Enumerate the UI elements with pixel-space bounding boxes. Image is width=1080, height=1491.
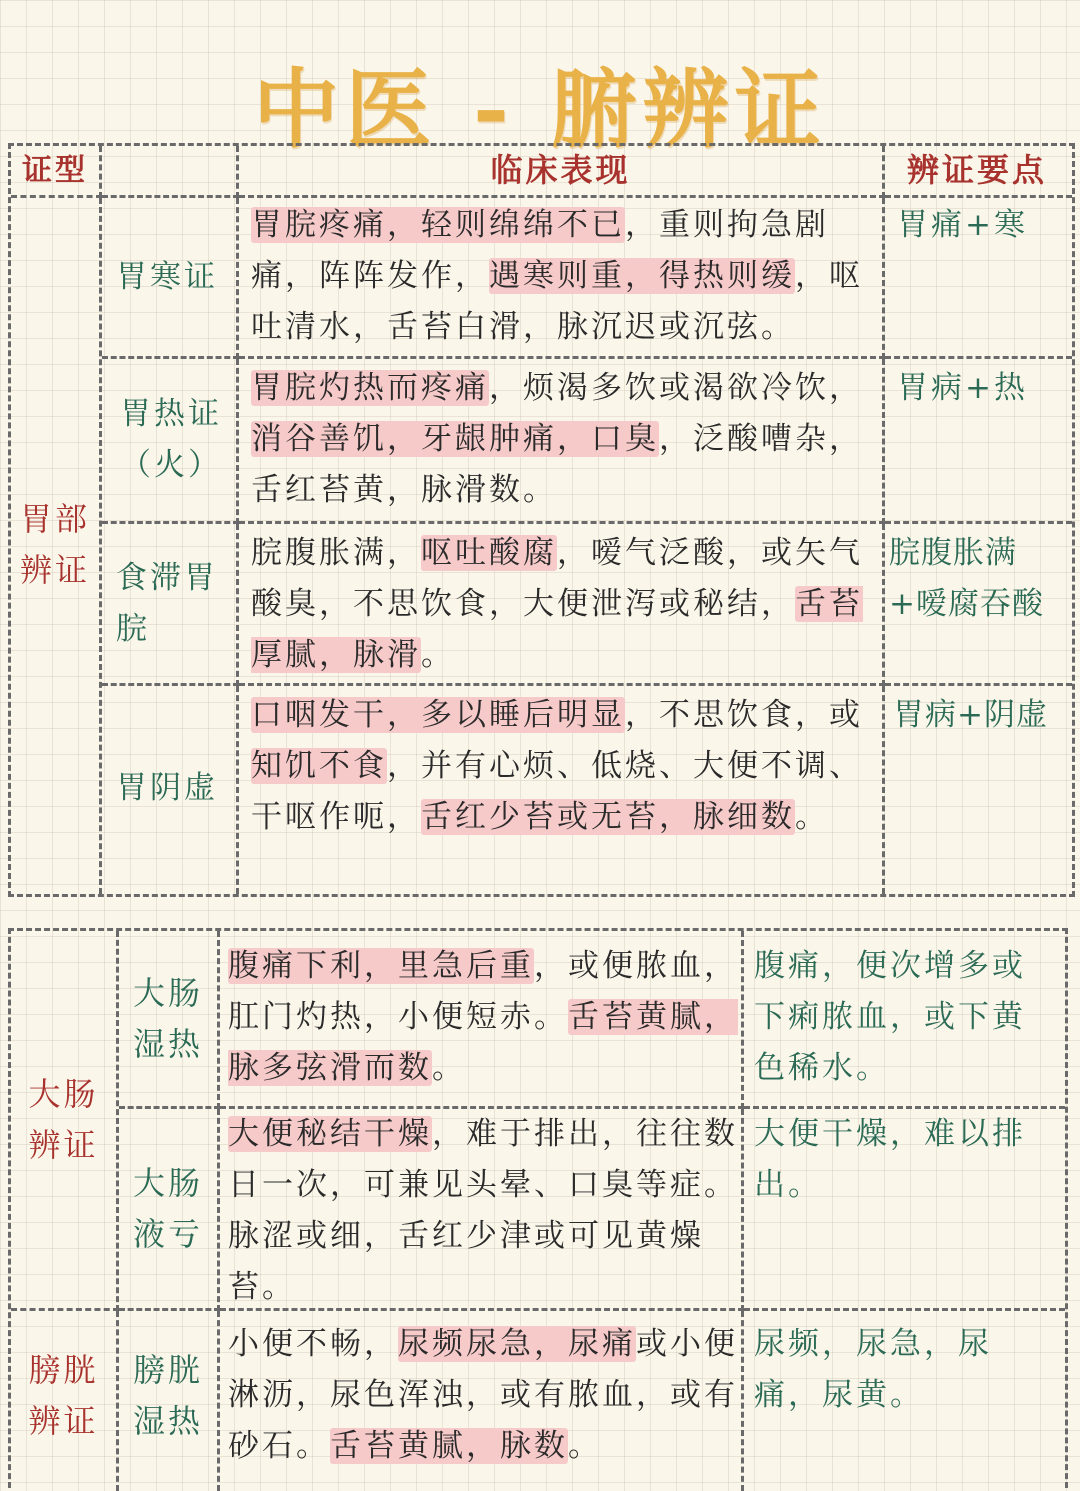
plain-text: ，或便脓血，肛门灼热，小便短赤。	[228, 948, 738, 1035]
plain-text: ，重则拘急剧痛，阵阵发作，	[251, 207, 829, 294]
table-row	[119, 1109, 220, 1311]
plain-text: 。	[421, 637, 455, 673]
key-point: 脘腹胀满 +嗳腐吞酸	[889, 535, 1044, 622]
plain-text: 。	[568, 1428, 602, 1464]
plain-text: ，并有心烦、低烧、大便不调、干呕作呃，	[251, 748, 863, 835]
clinical-text	[228, 941, 742, 1094]
category-intestine: 大肠 辨证	[28, 1074, 99, 1164]
highlight-text: 胃脘灼热而疼痛	[251, 370, 489, 406]
table-intestine-bladder	[8, 928, 1068, 1488]
category-cell-bladder	[11, 1311, 119, 1491]
clinical-text	[251, 690, 881, 843]
category-cell-stomach	[11, 198, 102, 894]
table-row	[119, 1311, 220, 1491]
table-stomach	[8, 143, 1075, 897]
table-row	[119, 931, 220, 1109]
highlight-text: 大便秘结干燥	[228, 1116, 432, 1152]
plain-text: ，难于排出，往往数日一次，可兼见头晕、口臭等症。脉涩或细，舌红少津或可见黄燥苔。	[228, 1116, 738, 1305]
syndrome-name: 食滞胃 脘	[116, 559, 218, 647]
plain-text: 。	[432, 1050, 466, 1086]
highlight-text: 尿频尿急，尿痛	[398, 1326, 636, 1362]
plain-text: 小便不畅，	[228, 1326, 398, 1362]
highlight-text: 舌红少苔或无苔，脉细数	[421, 799, 795, 835]
category-cell-intestine	[11, 931, 119, 1311]
clinical-cell	[220, 931, 744, 1109]
syndrome-name: 胃热证 （火）	[120, 396, 222, 483]
plain-text: 脘腹胀满，	[251, 535, 421, 571]
key-point: 大便干燥，难以排出。	[754, 1116, 1026, 1203]
plain-text: ，嗳气泛酸，或矢气酸臭，不思饮食，大便泄泻或秘结，	[251, 535, 863, 622]
header-cell-key	[885, 146, 1072, 198]
clinical-text	[251, 363, 881, 516]
highlight-text: 遇寒则重，得热则缓	[489, 258, 795, 294]
plain-text: ，呕吐清水，舌苔白滑，脉沉迟或沉弦。	[251, 258, 863, 345]
highlight-text: 呕吐酸腐	[421, 535, 557, 571]
highlight-text: 舌苔厚腻，脉滑	[251, 586, 863, 673]
highlight-text: 舌苔黄腻，脉数	[330, 1428, 568, 1464]
key-point: 腹痛，便次增多或下痢脓血，或下黄色稀水。	[754, 948, 1026, 1086]
header-key: 辨证要点	[906, 151, 1047, 189]
plain-text: ，不思饮食，或	[625, 697, 863, 733]
clinical-cell	[220, 1109, 744, 1311]
page-title: 中医 - 腑辨证	[253, 59, 827, 160]
clinical-text	[228, 1109, 742, 1313]
key-point: 胃病+阴虚	[893, 697, 1048, 733]
highlight-text: 腹痛下利，里急后重	[228, 948, 534, 984]
header-cell-blank	[102, 146, 239, 198]
key-cell	[885, 686, 1072, 894]
header-cell-clinical	[239, 146, 885, 198]
syndrome-name: 胃阴虚	[116, 770, 218, 806]
clinical-cell	[239, 686, 885, 894]
key-cell	[744, 1109, 1065, 1311]
clinical-text	[251, 200, 881, 353]
key-point: 胃痛+寒	[897, 207, 1028, 243]
table-row	[102, 524, 239, 686]
clinical-cell	[239, 524, 885, 686]
highlight-text: 胃脘疼痛，轻则绵绵不已	[251, 207, 625, 243]
clinical-text	[251, 528, 881, 681]
clinical-cell	[239, 198, 885, 359]
syndrome-name: 大肠 湿热	[132, 973, 203, 1063]
table-row	[102, 198, 239, 359]
highlight-text: 口咽发干，多以睡后明显	[251, 697, 625, 733]
key-cell	[744, 1311, 1065, 1491]
syndrome-name: 胃寒证	[116, 258, 218, 295]
key-cell	[885, 524, 1072, 686]
plain-text: ，烦渴多饮或渴欲冷饮，	[489, 370, 863, 406]
table-row	[102, 686, 239, 894]
clinical-cell	[220, 1311, 744, 1491]
plain-text: ，泛酸嘈杂，舌红苔黄，脉滑数。	[251, 421, 863, 508]
table-row	[102, 359, 239, 524]
plain-text: 。	[795, 799, 829, 835]
syndrome-name: 膀胱 湿热	[132, 1351, 203, 1440]
highlight-text: 消谷善饥，牙龈肿痛，口臭	[251, 421, 659, 457]
clinical-cell	[239, 359, 885, 524]
header-clinical: 临床表现	[490, 151, 631, 189]
key-cell	[885, 359, 1072, 524]
clinical-text	[228, 1319, 742, 1472]
highlight-text: 舌苔黄腻，脉多弦滑而数	[228, 999, 738, 1086]
header-cell-type	[11, 146, 102, 198]
key-point: 胃病+热	[897, 370, 1028, 406]
category-stomach: 胃部 辨证	[19, 499, 90, 589]
header-type: 证型	[22, 153, 88, 188]
key-cell	[885, 198, 1072, 359]
highlight-text: 知饥不食	[251, 748, 387, 784]
category-bladder: 膀胱 辨证	[28, 1351, 99, 1440]
plain-text: 或小便淋沥，尿色浑浊，或有脓血，或有砂石。	[228, 1326, 738, 1464]
key-cell	[744, 931, 1065, 1109]
key-point: 尿频，尿急，尿痛，尿黄。	[754, 1326, 992, 1413]
syndrome-name: 大肠 液亏	[132, 1163, 203, 1253]
